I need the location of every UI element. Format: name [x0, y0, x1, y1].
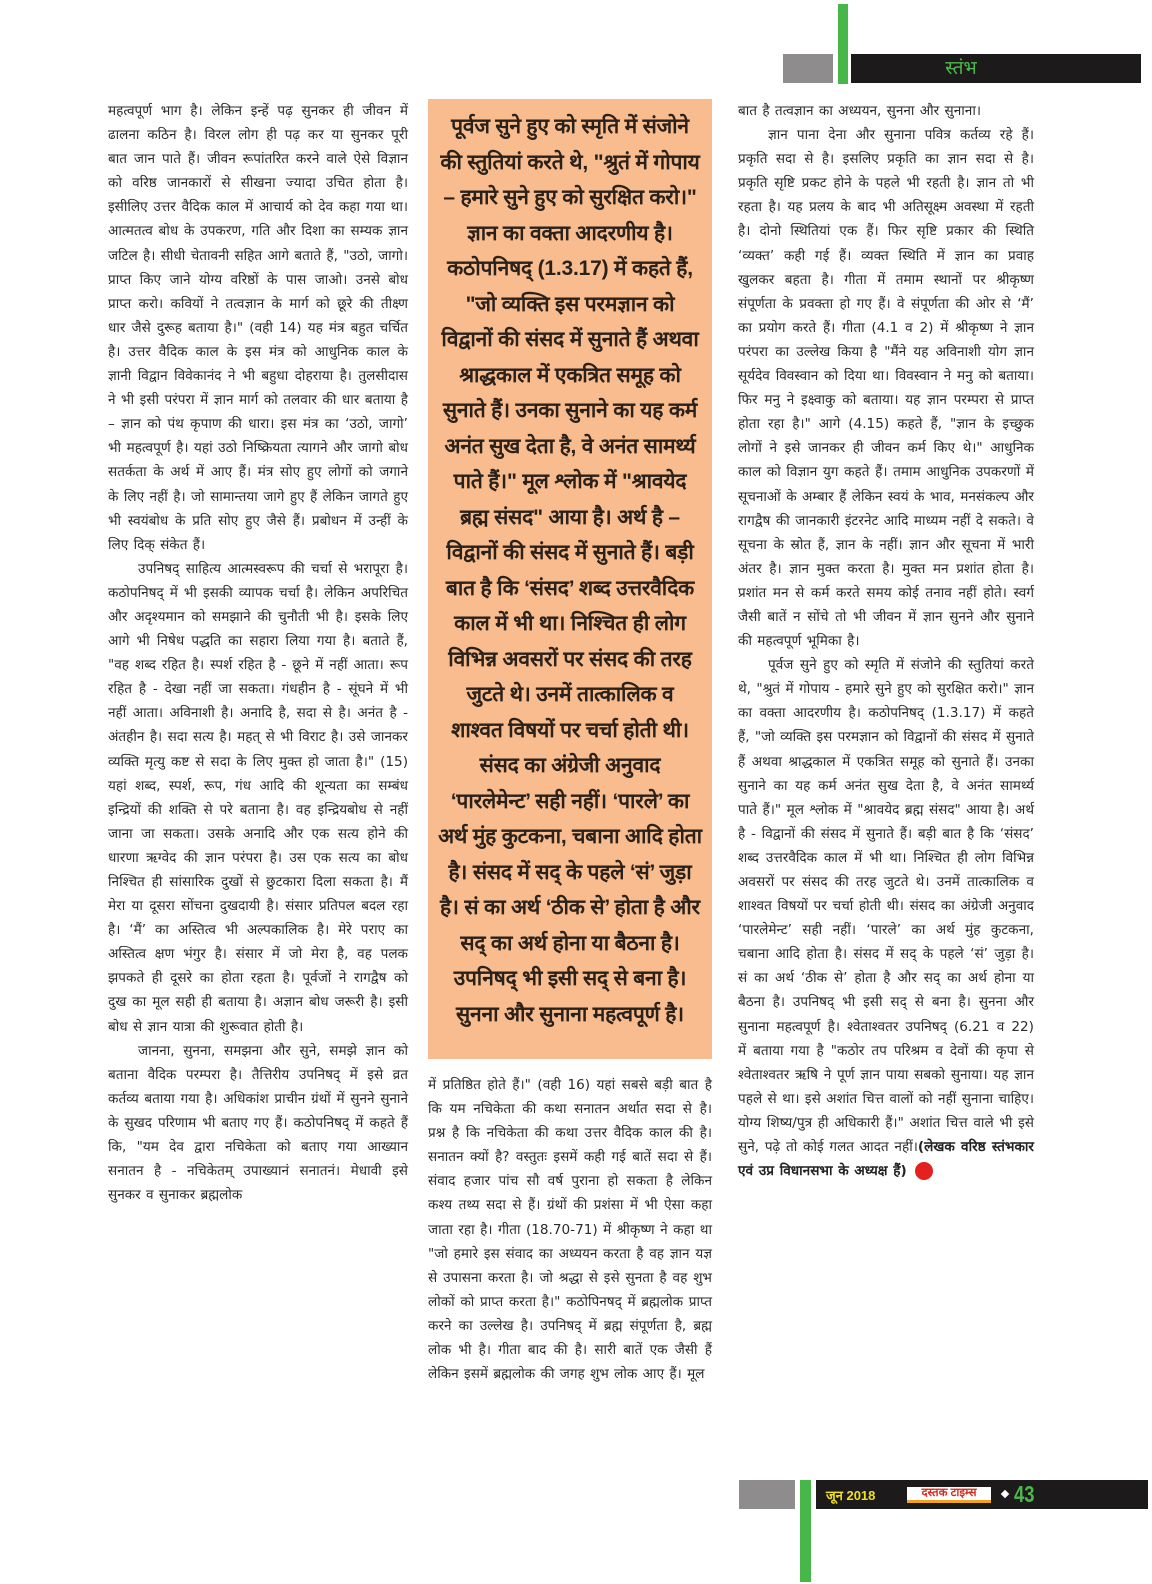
paragraph — [738, 653, 1034, 1183]
page-number: 43 — [1014, 1481, 1035, 1507]
issue-date: जून 2018 — [826, 1488, 876, 1503]
article-end-dot-icon — [915, 1162, 933, 1180]
paragraph: जानना, सुनना, समझना और सुने, समझे ज्ञान को बताना वैदिक परम्परा है। तैत्तिरीय उपनिषद् में इसे व्रत कर्तव्य बताया गया है। अधिकांश प्राचीन ग्रंथों में सुनने सुनाने के सुखद परिणाम भी बताए गए हैं। कठोपनिषद् में कहते हैं कि, "यम देव द्वारा नचिकेता को बताए गया आख्यान सनातन है - नचिकेतम् उपाख्यानं सनातनं। मेधावी इसे सुनकर व सुनाकर ब्रह्मलोक — [108, 1042, 408, 1204]
author-note: (लेखक वरिष्ठ स्तंभकार एवं उप्र विधानसभा के अध्यक्ष हैं) — [738, 1139, 1034, 1180]
diamond-separator-icon — [1001, 1490, 1009, 1498]
pull-quote-box — [428, 99, 712, 1059]
magazine-logo: दस्तक टाइम्स — [907, 1487, 991, 1503]
article-column-1 — [108, 99, 408, 1207]
paragraph: महत्वपूर्ण भाग है। लेकिन इन्हें पढ़ सुनकर ही जीवन में ढालना कठिन है। विरल लोग ही पढ़ कर या सुनकर पूरी बात जान पाते हैं। जीवन रूपांतरित करने वाले ऐसे विज्ञान को वरिष्ठ जानकारों से सीखना ज्यादा उचित होता है। इसीलिए उत्तर वैदिक काल में आचार्य को देव कहा गया था। आत्मतत्व बोध के उपकरण, गति और दिशा का सम्यक ज्ञान जटिल है। सीधी चेतावनी सहित आगे बताते हैं, "उठो, जागो। प्राप्त किए जाने योग्य वरिष्ठों के पास जाओ। उनसे बोध प्राप्त करो। कवियों ने तत्वज्ञान के मार्ग को छूरे की तीक्ष्ण धार जैसे दुरूह बताया है।" (वही 14) यह मंत्र बहुत चर्चित है। उत्तर वैदिक काल के इस मंत्र को आधुनिक काल के ज्ञानी विद्वान विवेकानंद ने भी बहुधा दोहराया है। तुलसीदास ने भी इसी परंपरा में ज्ञान मार्ग को तलवार की धार बताया है – ज्ञान को पंथ कृपाण की धारा। इस मंत्र का ‘उठो, जागो’ भी महत्वपूर्ण है। यहां उठो निष्क्रियता त्यागने और जागो बोध सतर्कता के अर्थ में आए हैं। मंत्र सोए हुए लोगों को जगाने के लिए नहीं है। जो सामान्तया जागे हुए हैं लेकिन जागते हुए भी स्वयंबोध के प्रति सोए हुए जैसे हैं। प्रबोधन में उन्हीं के लिए दिक् संकेत हैं। — [108, 103, 408, 553]
paragraph-text: पूर्वज सुने हुए को स्मृति में संजोने की स्तुतियां करते थे, "श्रुतं में गोपाय - हमारे सुने हुए को सुरक्षित करो।" ज्ञान का वक्ता आदरणीय है। कठोपनिषद् (1.3.17) में कहते हैं, "जो व्यक्ति इस परमज्ञान को विद्वानों की संसद में सुनाते हैं अथवा श्राद्धकाल में एकत्रित समूह को सुनाते हैं। उनका सुनाने का यह कर्म अनंत सुख देता है, वे अनंत सामर्थ्य पाते हैं।" मूल श्लोक में "श्रावयेद ब्रह्म संसद" आया है। अर्थ है - विद्वानों की संसद में सुनाते हैं। बड़ी बात है कि ‘संसद’ शब्द उत्तरवैदिक काल में भी था। निश्चित ही लोग विभिन्न अवसरों पर संसद की तरह जुटते थे। उनमें तात्कालिक व शाश्वत विषयों पर चर्चा होती थी। संसद का अंग्रेजी अनुवाद ‘पारलेमेन्ट’ सही नहीं। ‘पारले’ का अर्थ मुंह कुटकना, चबाना आदि होता है। संसद में सद् के पहले ‘सं’ जुड़ा है। सं का अर्थ ‘ठीक से’ होता है और सद् का अर्थ होना या बैठना है। उपनिषद् भी इसी सद् से बना है। सुनना और सुनाना महत्वपूर्ण है। श्वेताश्वतर उपनिषद् (6.21 व 22) में बताया गया है "कठोर तप परिश्रम व देवों की कृपा से श्वेताश्वतर ऋषि ने पूर्ण ज्ञान पाया सबको सुनाया। यह ज्ञान पहले से था। इसे अशांत चित्त वालों को नहीं सुनाना चाहिए। योग्य शिष्य/पुत्र ही अधिकारी हैं।" अशांत चित्त वाले भी इसे सुने, पढ़े तो कोई गलत आदत नहीं। — [738, 657, 1034, 1156]
section-title: स्तंभ — [945, 57, 977, 79]
footer-green-bar — [800, 1480, 811, 1582]
footer-band — [816, 1480, 1148, 1509]
paragraph: बात है तत्वज्ञान का अध्ययन, सुनना और सुनाना। — [738, 103, 982, 119]
section-header-band — [851, 54, 1141, 83]
pull-quote-text: पूर्वज सुने हुए को स्मृति में संजोने की स्तुतियां करते थे, "श्रुतं में गोपाय – हमारे सुने हुए को सुरक्षित करो।" ज्ञान का वक्ता आदरणीय है। कठोपनिषद् (1.3.17) में कहते हैं, "जो व्यक्ति इस परमज्ञान को विद्वानों की संसद में सुनाते हैं अथवा श्राद्धकाल में एकत्रित समूह को सुनाते हैं। उनका सुनाने का यह कर्म अनंत सुख देता है, वे अनंत सामर्थ्य पाते हैं।" मूल श्लोक में "श्रावयेद ब्रह्म संसद" आया है। अर्थ है – विद्वानों की संसद में सुनाते हैं। बड़ी बात है कि ‘संसद’ शब्द उत्तरवैदिक काल में भी था। निश्चित ही लोग विभिन्न अवसरों पर संसद की तरह जुटते थे। उनमें तात्कालिक व शाश्वत विषयों पर चर्चा होती थी। संसद का अंग्रेजी अनुवाद ‘पारलेमेन्ट’ सही नहीं। ‘पारले’ का अर्थ मुंह कुटकना, चबाना आदि होता है। संसद में सद् के पहले ‘सं’ जुड़ा है। सं का अर्थ ‘ठीक से’ होता है और सद् का अर्थ होना या बैठना है। उपनिषद् भी इसी सद् से बना है। सुनना और सुनाना महत्वपूर्ण है। — [438, 115, 702, 1026]
article-column-3 — [738, 99, 1034, 1183]
paragraph: में प्रतिष्ठित होते हैं।" (वही 16) यहां सबसे बड़ी बात है कि यम नचिकेता की कथा सनातन अर्थात सदा से है। प्रश्न है कि नचिकेता की कथा उत्तर वैदिक काल की है। सनातन क्यों है? वस्तुतः इसमें कही गई बातें सदा से हैं। संवाद हजार पांच सौ वर्ष पुराना हो सकता है लेकिन कश्य तथ्य सदा से हैं। ग्रंथों की प्रशंसा में भी ऐसा कहा जाता रहा है। गीता (18.70-71) में श्रीकृष्ण ने कहा था "जो हमारे इस संवाद का अध्ययन करता है वह ज्ञान यज्ञ से उपासना करता है। जो श्रद्धा से इसे सुनता है वह शुभ लोकों को प्राप्त करता है।" कठोपिनषद् में ब्रह्मलोक प्राप्त करने का उल्लेख है। उपनिषद् में ब्रह्म संपूर्णता है, ब्रह्म लोक भी है। गीता बाद की है। सारी बातें एक जैसी हैं लेकिन इसमें ब्रह्मलोक की जगह शुभ लोक आए हैं। मूल — [428, 1077, 712, 1383]
article-column-2 — [428, 1073, 712, 1386]
paragraph: उपनिषद् साहित्य आत्मस्वरूप की चर्चा से भरापूरा है। कठोपनिषद् में भी इसकी व्यापक चर्चा है। लेकिन अपरिचित और अदृश्यमान को समझाने की चुनौती भी है। इसके लिए आगे भी निषेध पद्धति का सहारा लिया गया है। बताते हैं, "वह शब्द रहित है। स्पर्श रहित है - छूने में नहीं आता। रूप रहित है - देखा नहीं जा सकता। गंधहीन है - सूंघने में भी नहीं आता। अविनाशी है। अनादि है, सदा से है। अनंत है - अंतहीन है। सदा सत्य है। महत् से भी विराट है। उसे जानकर व्यक्ति मृत्यु कष्ट से सदा के लिए मुक्त हो जाता है।" (15) यहां शब्द, स्पर्श, रूप, गंध आदि की शून्यता का सम्बंध इन्द्रियों की शक्ति से परे बताना है। वह इन्द्रियबोध से नहीं जाना जा सकता। उसके अनादि और एक सत्य होने की धारणा ऋग्वेद की ज्ञान परंपरा है। उस एक सत्य का बोध निश्चित ही सांसारिक दुखों से छुटकारा दिला सकता है। मैं मेरा या दूसरा सोंचना दुखदायी है। संसार प्रतिपल बदल रहा है। ‘मैं’ का अस्तित्व भी अल्पकालिक है। मेरे पराए का अस्तित्व क्षण भंगुर है। संसार में जो मेरा है, वह पलक झपकते ही दूसरे का होता रहता है। पूर्वजों ने रागद्वैष को दुख का मूल सही ही बताया है। अज्ञान बोध जरूरी है। इसी बोध से ज्ञान यात्रा की शुरूवात होती है। — [108, 560, 408, 1035]
footer-gray-block — [739, 1480, 795, 1509]
paragraph: ज्ञान पाना देना और सुनाना पवित्र कर्तव्य रहे हैं। प्रकृति सदा से है। इसलिए प्रकृति का ज्ञान सदा से है। प्रकृति सृष्टि प्रकट होने के पहले भी रहती है। ज्ञान तो भी रहता है। यह प्रलय के बाद भी अतिसूक्ष्म अवस्था में रहती है। दोनो स्थितियां एक हैं। फिर सृष्टि प्रकार की स्थिति ‘व्यक्त’ कही गई हैं। व्यक्त स्थिति में ज्ञान का प्रवाह खुलकर बहता है। गीता में तमाम स्थानों पर श्रीकृष्ण संपूर्णता के प्रवक्ता हो गए हैं। वे संपूर्णता की ओर से ‘मैं’ का प्रयोग करते हैं। गीता (4.1 व 2) में श्रीकृष्ण ने ज्ञान परंपरा का उल्लेख किया है "मैंने यह अविनाशी योग ज्ञान सूर्यदेव विवस्वान को दिया था। विवस्वान ने मनु को बताया। फिर मनु ने इक्ष्वाकु को बताया। यह ज्ञान परम्परा से प्राप्त होता रहा है।" आगे (4.15) कहते हैं, "ज्ञान के इच्छुक लोगों ने इसे जानकर ही जीवन कर्म किए थे।" आधुनिक काल को विज्ञान युग कहते हैं। तमाम आधुनिक उपकरणों में सूचनाओं के अम्बार हैं लेकिन स्वयं के भाव, मनसंकल्प और रागद्वैष की जानकारी इंटरनेट आदि माध्यम नहीं दे सकते। वे सूचना के स्रोत हैं, ज्ञान के नहीं। ज्ञान और सूचना में भारी अंतर है। ज्ञान मुक्त करता है। मुक्त मन प्रशांत होता है। प्रशांत मन से कर्म करते समय कोई तनाव नहीं होते। स्वर्ग जैसी बातें न सोंचे तो भी जीवन में ज्ञान सुनने और सुनाने की महत्वपूर्ण भूमिका है। — [738, 127, 1034, 650]
